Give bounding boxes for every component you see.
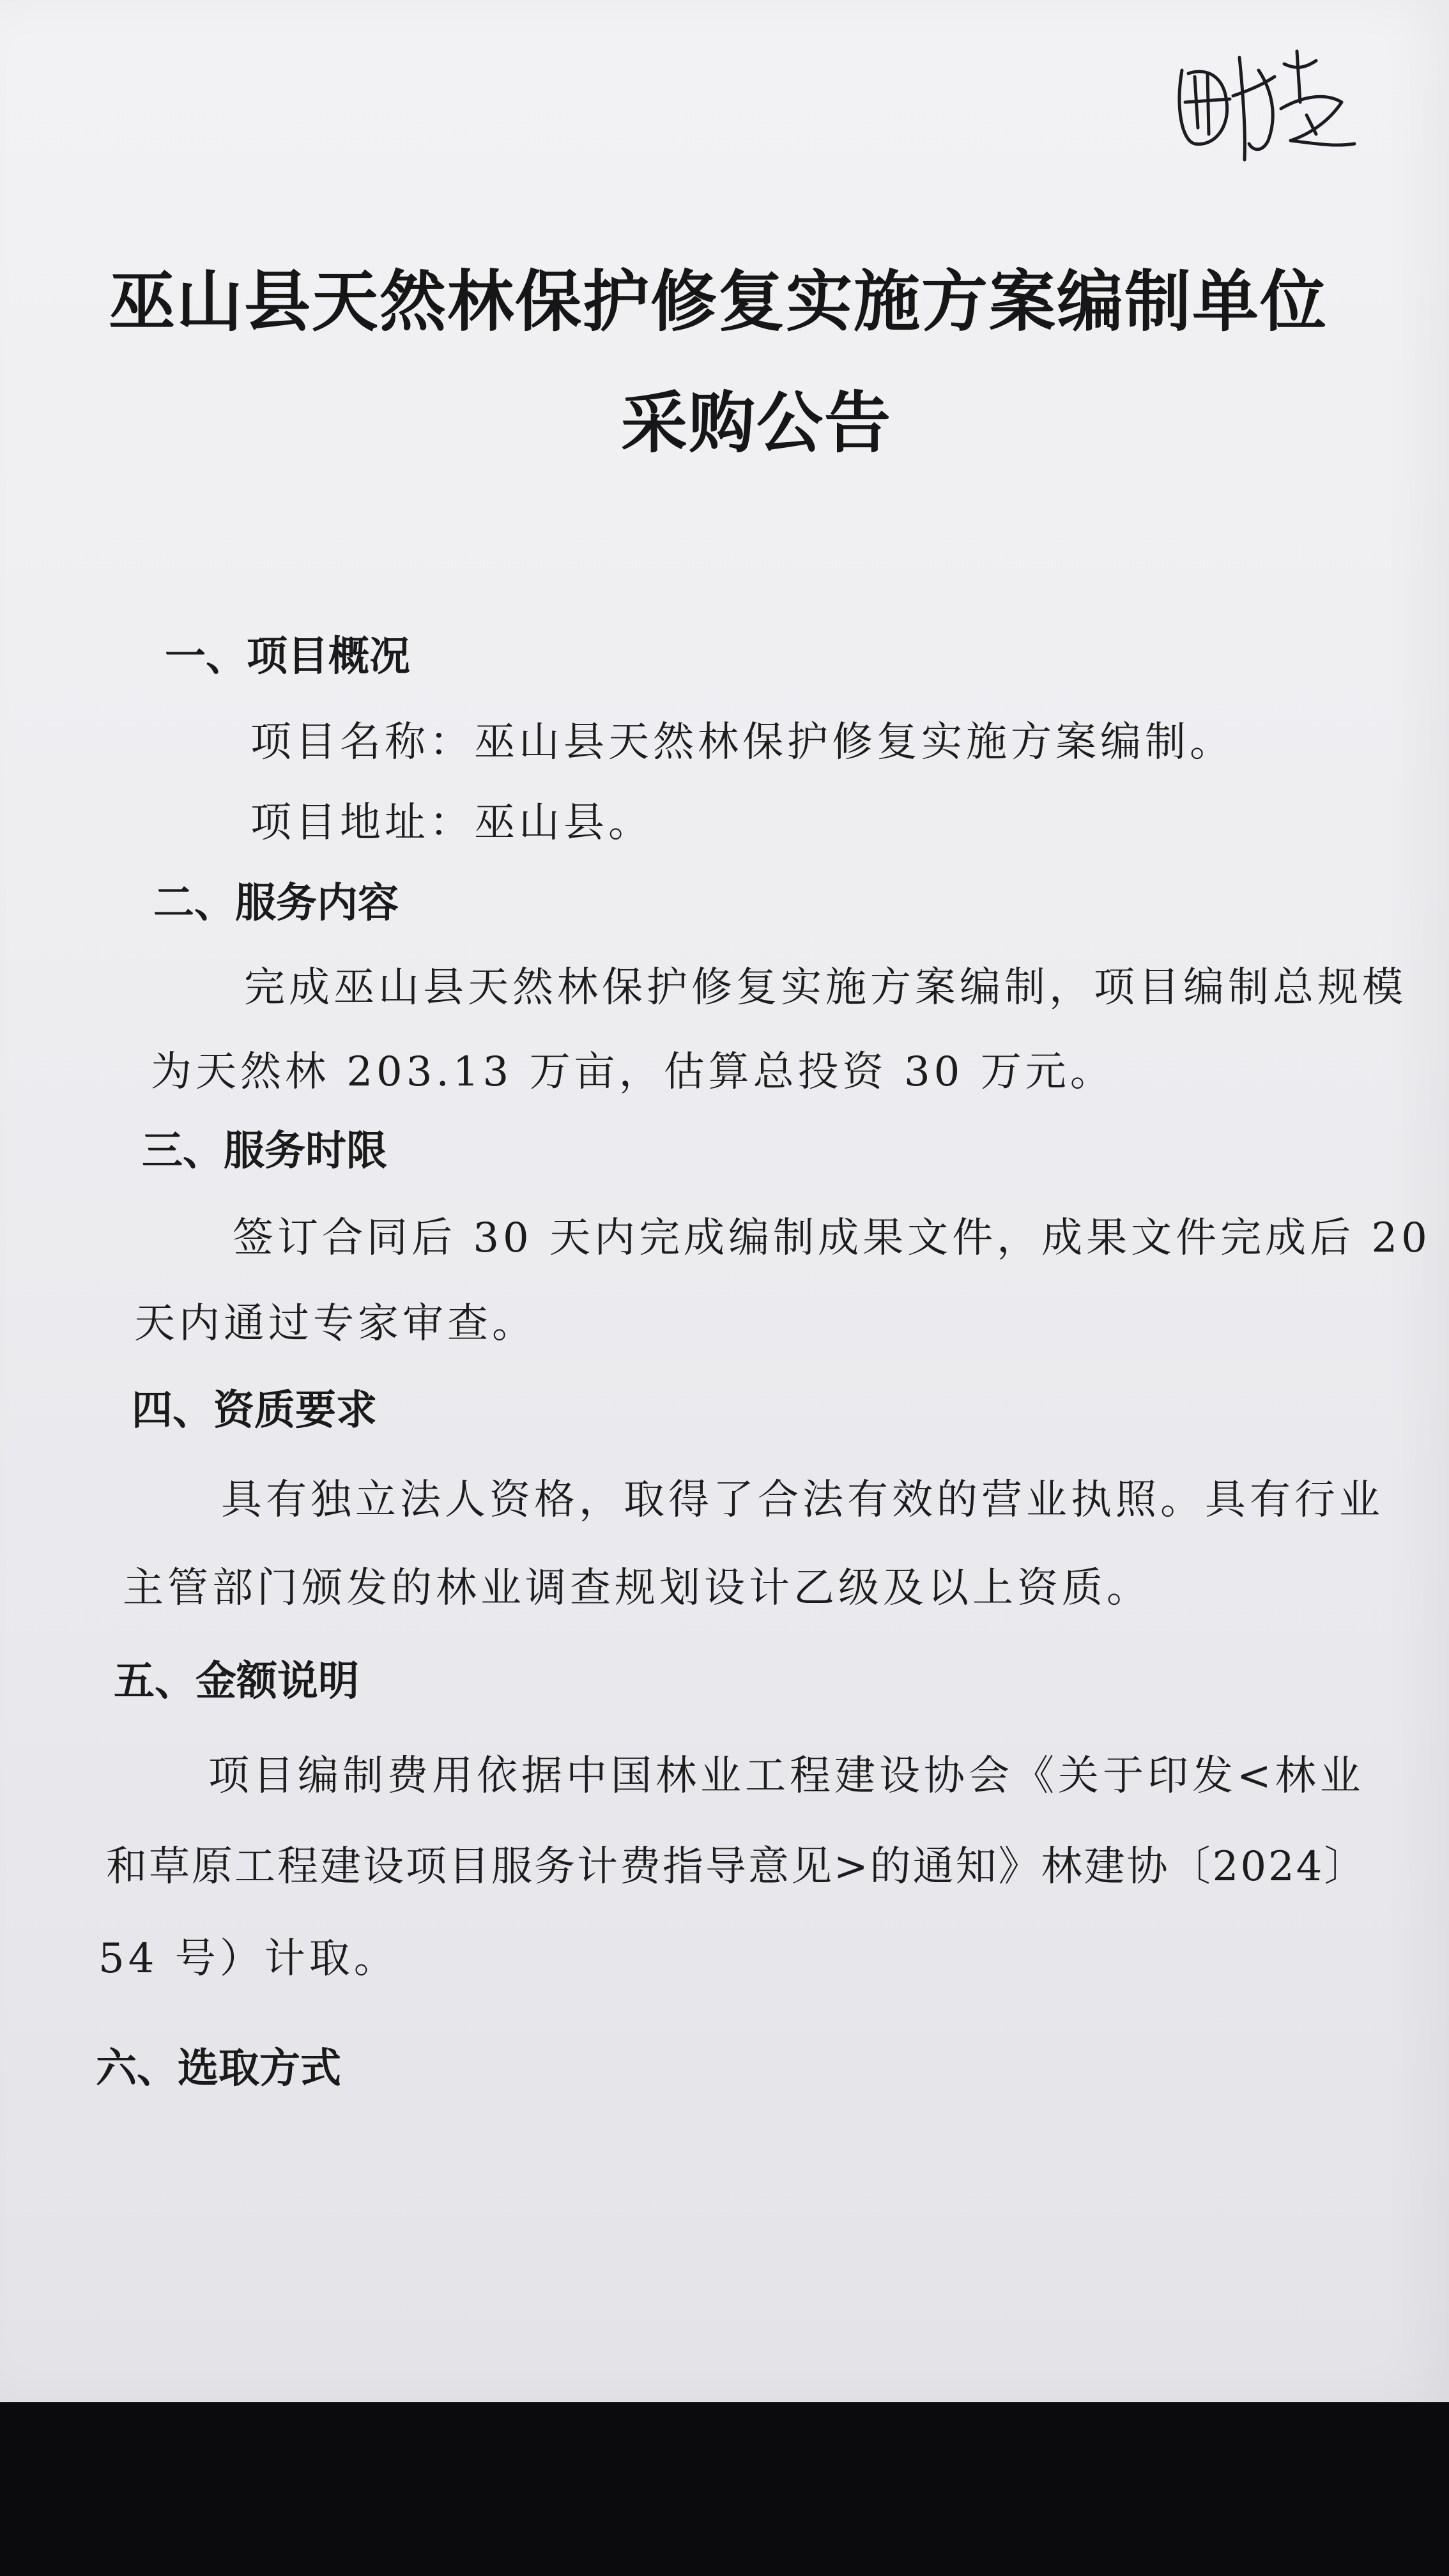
section-heading-amount: 五、金额说明 xyxy=(114,1658,359,1705)
service-content-line1: 完成巫山县天然林保护修复实施方案编制，项目编制总规模 xyxy=(244,964,1407,1011)
section-heading-selection-method: 六、选取方式 xyxy=(96,2045,341,2092)
handwritten-signature xyxy=(1169,32,1361,172)
background-surface xyxy=(0,2402,1449,2576)
section-heading-overview: 一、项目概况 xyxy=(165,633,410,680)
service-period-line2: 天内通过专家审查。 xyxy=(134,1300,537,1347)
section-heading-qualification: 四、资质要求 xyxy=(132,1387,377,1434)
project-name-line: 项目名称：巫山县天然林保护修复实施方案编制。 xyxy=(250,719,1234,766)
notice-title-line1: 巫山县天然林保护修复实施方案编制单位 xyxy=(108,262,1328,341)
qualification-line1: 具有独立法人资格，取得了合法有效的营业执照。具有行业 xyxy=(221,1476,1384,1524)
amount-line1: 项目编制费用依据中国林业工程建设协会《关于印发<林业 xyxy=(208,1752,1365,1800)
section-heading-service-content: 二、服务内容 xyxy=(153,880,399,927)
section-heading-service-period: 三、服务时限 xyxy=(142,1128,387,1175)
amount-line3: 54 号）计取。 xyxy=(98,1935,399,1982)
service-period-line1: 签订合同后 30 天内完成编制成果文件，成果文件完成后 20 xyxy=(233,1215,1431,1262)
service-content-line2: 为天然林 203.13 万亩，估算总投资 30 万元。 xyxy=(151,1048,1115,1096)
qualification-line2: 主管部门颁发的林业调查规划设计乙级及以上资质。 xyxy=(123,1565,1151,1612)
notice-title-line2: 采购公告 xyxy=(620,383,892,462)
project-address-line: 项目地址：巫山县。 xyxy=(250,799,653,847)
amount-line2: 和草原工程建设项目服务计费指导意见>的通知》林建协〔2024〕 xyxy=(106,1843,1367,1890)
